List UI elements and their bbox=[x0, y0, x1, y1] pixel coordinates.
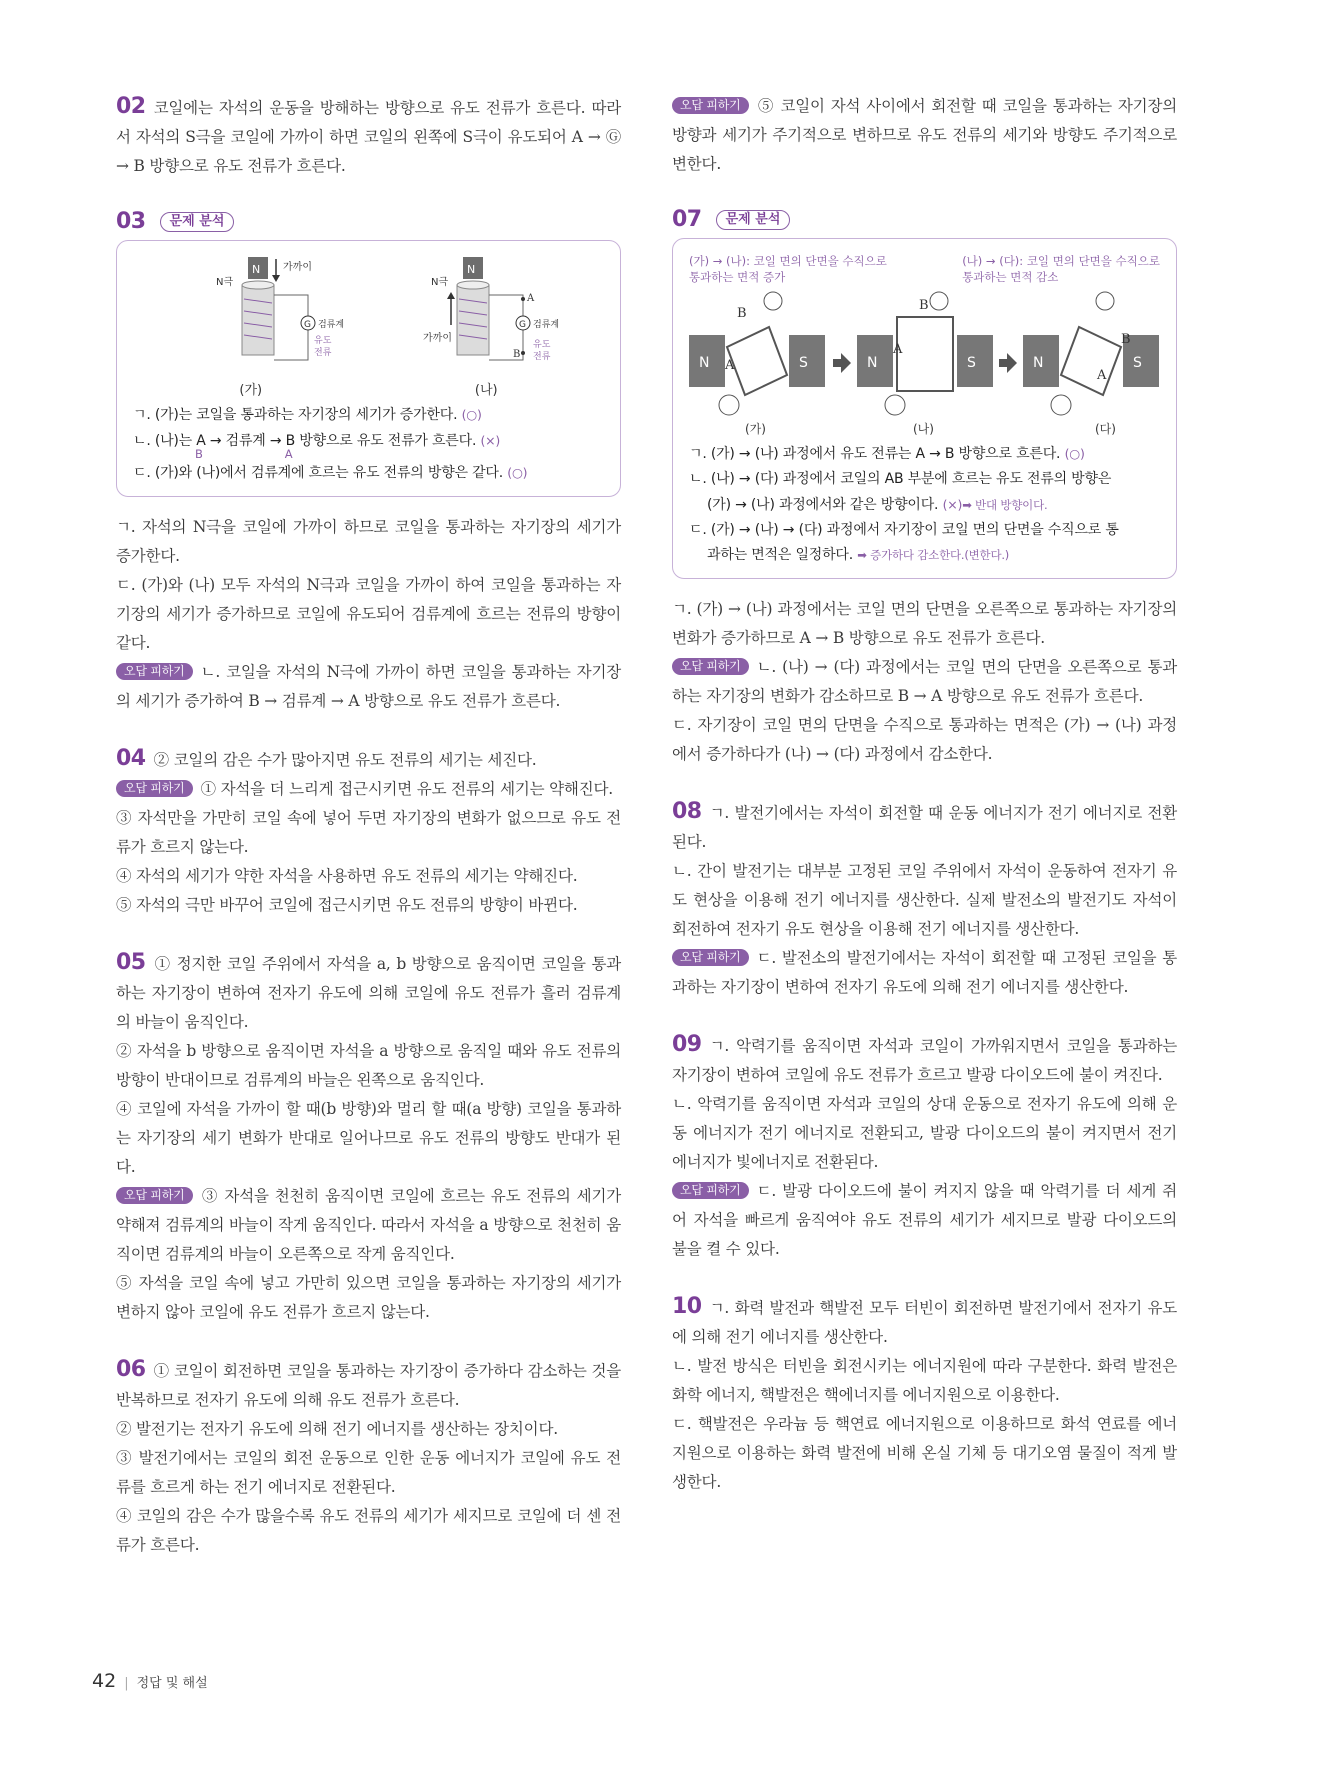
explanation: ㄷ. (가)와 (나) 모두 자석의 N극과 코일을 가까이 하여 코일을 통과하는 자기장의 세기가 증가하므로 코일에 유도되어 검류계에 흐르는 전류의 방향이 같다. bbox=[116, 576, 621, 652]
svg-text:B: B bbox=[919, 298, 929, 313]
answer-mark: (○) bbox=[507, 465, 528, 480]
footer-label: 정답 및 해설 bbox=[136, 1676, 208, 1691]
answer-07 bbox=[672, 207, 1177, 769]
explanation: ㄱ. (가) → (나) 과정에서는 코일 면의 단면을 오른쪽으로 통과하는 자기장의 변화가 증가하므로 A → B 방향으로 유도 전류가 흐른다. bbox=[672, 600, 1177, 647]
svg-text:A: A bbox=[893, 342, 903, 357]
explanation: ④ 자석의 세기가 약한 자석을 사용하면 유도 전류의 세기는 약해진다. bbox=[116, 867, 578, 885]
divider: | bbox=[124, 1676, 129, 1691]
svg-text:G: G bbox=[303, 320, 311, 330]
question-number: 04 bbox=[116, 746, 146, 771]
header-note: 통과하는 면적 증가 bbox=[689, 270, 786, 284]
svg-text:N: N bbox=[1033, 355, 1044, 371]
answer-text: ② 코일의 감은 수가 많아지면 유도 전류의 세기는 세진다. bbox=[153, 751, 537, 769]
avoid-mistake-badge: 오답 피하기 bbox=[672, 1182, 749, 1199]
question-number: 10 bbox=[672, 1294, 702, 1319]
figure-a bbox=[166, 255, 344, 398]
header-note: (나) → (다): 코일 면의 단면을 수직으로 bbox=[962, 254, 1160, 268]
svg-text:N극: N극 bbox=[431, 277, 449, 288]
answer-09 bbox=[672, 1030, 1177, 1264]
explanation: ④ 코일의 감은 수가 많을수록 유도 전류의 세기가 세지므로 코일에 더 센 전류가 흐른다. bbox=[116, 1507, 621, 1554]
page-number: 42 bbox=[92, 1670, 117, 1692]
coil-diagrams bbox=[133, 255, 604, 398]
explanation: ㄴ. 간이 발전기는 대부분 고정된 코일 주위에서 자석이 운동하여 전자기 유도 현상을 이용해 전기 에너지를 생산한다. 실제 발전소의 발전기도 자석이 회전하여 전자기 유도 현상을 이용해 전기 에너지를 생산한다. bbox=[672, 862, 1177, 938]
analysis-box bbox=[672, 238, 1177, 579]
statement: ㄱ. (가) → (나) 과정에서 유도 전류는 A → B 방향으로 흐른다. bbox=[689, 446, 1061, 462]
answer-06-continued bbox=[672, 92, 1177, 179]
correction-note: A bbox=[284, 447, 293, 461]
generator-diagram bbox=[689, 287, 1161, 437]
figure-caption: (가) bbox=[745, 422, 766, 436]
answer-10 bbox=[672, 1292, 1177, 1497]
figure-caption: (나) bbox=[913, 422, 934, 436]
svg-text:S: S bbox=[1133, 355, 1142, 371]
header-note: 통과하는 면적 감소 bbox=[962, 270, 1059, 284]
svg-text:N: N bbox=[867, 355, 878, 371]
figure-caption: (가) bbox=[239, 383, 263, 398]
statement: ㄴ. (나)는 A → 검류계 → B 방향으로 유도 전류가 흐른다. bbox=[133, 433, 477, 449]
generator-stage-b bbox=[857, 292, 993, 415]
explanation: ③ 발전기에서는 코일의 회전 운동으로 인한 운동 에너지가 코일에 유도 전류를 흐르게 하는 전기 에너지로 전환된다. bbox=[116, 1449, 621, 1496]
explanation: ③ 자석을 천천히 움직이면 코일에 흐르는 유도 전류의 세기가 약해져 검류계의 바늘이 작게 움직인다. 따라서 자석을 a 방향으로 천천히 움직이면 검류계의 바늘이 오른쪽으로 작게 움직인다. bbox=[116, 1187, 621, 1263]
svg-text:N극: N극 bbox=[215, 277, 233, 288]
analysis-box bbox=[116, 240, 621, 497]
answer-04 bbox=[116, 744, 621, 920]
question-number: 07 bbox=[672, 207, 702, 232]
answer-03 bbox=[116, 209, 621, 716]
question-number: 05 bbox=[116, 950, 146, 975]
figure-caption: (다) bbox=[1095, 422, 1116, 436]
question-number: 08 bbox=[672, 799, 702, 824]
svg-text:B: B bbox=[1121, 332, 1131, 347]
coil-magnet-diagram-b bbox=[401, 255, 571, 375]
svg-text:유도: 유도 bbox=[313, 336, 332, 346]
explanation: ㄷ. 자기장이 코일 면의 단면을 수직으로 통과하는 면적은 (가) → (나) 과정에서 증가하다가 (나) → (다) 과정에서 감소한다. bbox=[672, 716, 1177, 763]
statement: 과하는 면적은 일정하다. bbox=[707, 547, 853, 563]
avoid-mistake-badge: 오답 피하기 bbox=[672, 97, 749, 114]
answer-text: ㄱ. 화력 발전과 핵발전 모두 터빈이 회전하면 발전기에서 전자기 유도에 의해 전기 에너지를 생산한다. bbox=[672, 1299, 1177, 1346]
svg-text:B: B bbox=[513, 349, 521, 360]
avoid-mistake-badge: 오답 피하기 bbox=[672, 658, 749, 675]
svg-text:A: A bbox=[725, 358, 735, 373]
statement: ㄱ. (가)는 코일을 통과하는 자기장의 세기가 증가한다. bbox=[133, 407, 458, 423]
answer-06 bbox=[116, 1355, 621, 1560]
question-number: 02 bbox=[116, 94, 146, 119]
svg-text:B: B bbox=[737, 306, 747, 321]
svg-text:N: N bbox=[467, 263, 476, 276]
svg-text:가까이: 가까이 bbox=[423, 333, 453, 344]
answer-text: ㄱ. 악력기를 움직이면 자석과 코일이 가까워지면서 코일을 통과하는 자기장이 변하여 코일에 유도 전류가 흐르고 발광 다이오드에 불이 켜진다. bbox=[672, 1037, 1177, 1084]
explanation: ㄴ. 악력기를 움직이면 자석과 코일의 상대 운동으로 전자기 유도에 의해 운동 에너지가 전기 에너지로 전환되고, 발광 다이오드의 불이 켜지면서 전기 에너지가 빛에너지로 전환된다. bbox=[672, 1095, 1177, 1171]
avoid-mistake-badge: 오답 피하기 bbox=[116, 663, 193, 680]
answer-text: ㄱ. 발전기에서는 자석이 회전할 때 운동 에너지가 전기 에너지로 전환된다. bbox=[672, 804, 1177, 851]
page-footer bbox=[92, 1670, 208, 1692]
generator-stage-c bbox=[1023, 292, 1159, 415]
answer-text: 코일에는 자석의 운동을 방해하는 방향으로 유도 전류가 흐른다. 따라서 자석의 S극을 코일에 가까이 하면 코일의 왼쪽에 S극이 유도되어 A → Ⓖ → B 방향으로 유도 전류가 흐른다. bbox=[116, 99, 621, 175]
explanation: ㄷ. 발광 다이오드에 불이 켜지지 않을 때 악력기를 더 세게 쥐어 자석을 빠르게 움직여야 유도 전류의 세기가 세지므로 발광 다이오드의 불을 켤 수 있다. bbox=[672, 1182, 1177, 1258]
correction-note: B bbox=[195, 447, 203, 461]
figure-caption: (나) bbox=[474, 383, 498, 398]
explanation: ② 자석을 b 방향으로 움직이면 자석을 a 방향으로 움직일 때와 유도 전류의 방향이 반대이므로 검류계의 바늘은 왼쪽으로 움직인다. bbox=[116, 1042, 621, 1089]
svg-text:전류: 전류 bbox=[533, 352, 551, 362]
svg-text:가까이: 가까이 bbox=[282, 262, 312, 273]
question-number: 03 bbox=[116, 209, 146, 234]
answer-text: ① 정지한 코일 주위에서 자석을 a, b 방향으로 움직이면 코일을 통과하는 자기장이 변하여 전자기 유도에 의해 코일에 유도 전류가 흘러 검류계의 바늘이 움직인다. bbox=[116, 955, 621, 1031]
right-column bbox=[672, 92, 1177, 1525]
answer-02 bbox=[116, 92, 621, 181]
answer-08 bbox=[672, 797, 1177, 1002]
coil-magnet-diagram-a bbox=[166, 255, 344, 375]
problem-analysis-tag: 문제 분석 bbox=[716, 210, 791, 230]
explanation: ㄷ. 핵발전은 우라늄 등 핵연료 에너지원으로 이용하므로 화석 연료를 에너지원으로 이용하는 화력 발전에 비해 온실 기체 등 대기오염 물질이 적게 발생한다. bbox=[672, 1415, 1177, 1491]
explanation: ⑤ 자석의 극만 바꾸어 코일에 접근시키면 유도 전류의 방향이 바뀐다. bbox=[116, 896, 578, 914]
statement: ㄷ. (가) → (나) → (다) 과정에서 자기장이 코일 면의 단면을 수직으로 통 bbox=[689, 522, 1119, 538]
avoid-mistake-badge: 오답 피하기 bbox=[116, 780, 193, 797]
explanation: ⑤ 코일이 자석 사이에서 회전할 때 코일을 통과하는 자기장의 방향과 세기가 주기적으로 변하므로 유도 전류의 세기와 방향도 주기적으로 변한다. bbox=[672, 97, 1177, 173]
diagram-header bbox=[689, 253, 1160, 285]
explanation: ㄱ. 자석의 N극을 코일에 가까이 하므로 코일을 통과하는 자기장의 세기가 증가한다. bbox=[116, 518, 621, 565]
svg-text:N: N bbox=[699, 355, 710, 371]
figure-b bbox=[401, 255, 571, 398]
svg-text:A: A bbox=[1097, 368, 1107, 383]
svg-text:S: S bbox=[967, 355, 976, 371]
left-column bbox=[116, 92, 621, 1588]
correction-note: ➡ 증가하다 감소한다.(변한다.) bbox=[857, 548, 1010, 562]
answer-mark: (○) bbox=[461, 407, 482, 422]
explanation: ㄷ. 발전소의 발전기에서는 자석이 회전할 때 고정된 코일을 통과하는 자기장이 변하여 전자기 유도에 의해 전기 에너지를 생산한다. bbox=[672, 949, 1177, 996]
explanation: ④ 코일에 자석을 가까이 할 때(b 방향)와 멀리 할 때(a 방향) 코일을 통과하는 자기장의 세기 변화가 반대로 일어나므로 유도 전류의 방향도 반대가 된다. bbox=[116, 1100, 621, 1176]
problem-analysis-tag: 문제 분석 bbox=[160, 212, 235, 232]
avoid-mistake-badge: 오답 피하기 bbox=[116, 1187, 193, 1204]
statement: (가) → (나) 과정에서와 같은 방향이다. bbox=[707, 497, 939, 513]
explanation: ㄴ. 코일을 자석의 N극에 가까이 하면 코일을 통과하는 자기장의 세기가 증가하여 B → 검류계 → A 방향으로 유도 전류가 흐른다. bbox=[116, 663, 621, 710]
answer-text: ① 코일이 회전하면 코일을 통과하는 자기장이 증가하다 감소하는 것을 반복하므로 전자기 유도에 의해 유도 전류가 흐른다. bbox=[116, 1362, 621, 1409]
svg-text:전류: 전류 bbox=[313, 348, 332, 358]
answer-05 bbox=[116, 948, 621, 1327]
explanation: ㄴ. (나) → (다) 과정에서는 코일 면의 단면을 오른쪽으로 통과하는 자기장의 변화가 감소하므로 B → A 방향으로 유도 전류가 흐른다. bbox=[672, 658, 1177, 705]
header-note: (가) → (나): 코일 면의 단면을 수직으로 bbox=[689, 254, 887, 268]
svg-text:S: S bbox=[799, 355, 808, 371]
generator-stage-a bbox=[689, 292, 825, 415]
svg-text:A: A bbox=[527, 293, 535, 304]
answer-mark: (○) bbox=[1064, 446, 1085, 461]
svg-text:N: N bbox=[251, 263, 260, 276]
question-number: 06 bbox=[116, 1357, 146, 1382]
statement: ㄷ. (가)와 (나)에서 검류계에 흐르는 유도 전류의 방향은 같다. bbox=[133, 465, 504, 481]
explanation: ② 발전기는 전자기 유도에 의해 전기 에너지를 생산하는 장치이다. bbox=[116, 1420, 558, 1438]
answer-mark: (×) bbox=[942, 497, 963, 512]
svg-text:검류계: 검류계 bbox=[533, 320, 560, 330]
svg-text:검류계: 검류계 bbox=[317, 320, 344, 330]
explanation: ㄴ. 발전 방식은 터빈을 회전시키는 에너지원에 따라 구분한다. 화력 발전은 화학 에너지, 핵발전은 핵에너지를 에너지원으로 이용한다. bbox=[672, 1357, 1177, 1404]
explanation: ③ 자석만을 가만히 코일 속에 넣어 두면 자기장의 변화가 없으므로 유도 전류가 흐르지 않는다. bbox=[116, 809, 621, 856]
svg-text:유도: 유도 bbox=[533, 340, 551, 350]
answer-mark: (×) bbox=[480, 433, 501, 448]
svg-text:G: G bbox=[519, 320, 527, 330]
question-number: 09 bbox=[672, 1032, 702, 1057]
explanation: ⑤ 자석을 코일 속에 넣고 가만히 있으면 코일을 통과하는 자기장의 세기가 변하지 않아 코일에 유도 전류가 흐르지 않는다. bbox=[116, 1274, 621, 1321]
explanation: ① 자석을 더 느리게 접근시키면 유도 전류의 세기는 약해진다. bbox=[200, 780, 613, 798]
correction-note: ➡ 반대 방향이다. bbox=[962, 498, 1048, 512]
statement: ㄴ. (나) → (다) 과정에서 코일의 AB 부분에 흐르는 유도 전류의 방향은 bbox=[689, 471, 1112, 487]
avoid-mistake-badge: 오답 피하기 bbox=[672, 949, 749, 966]
